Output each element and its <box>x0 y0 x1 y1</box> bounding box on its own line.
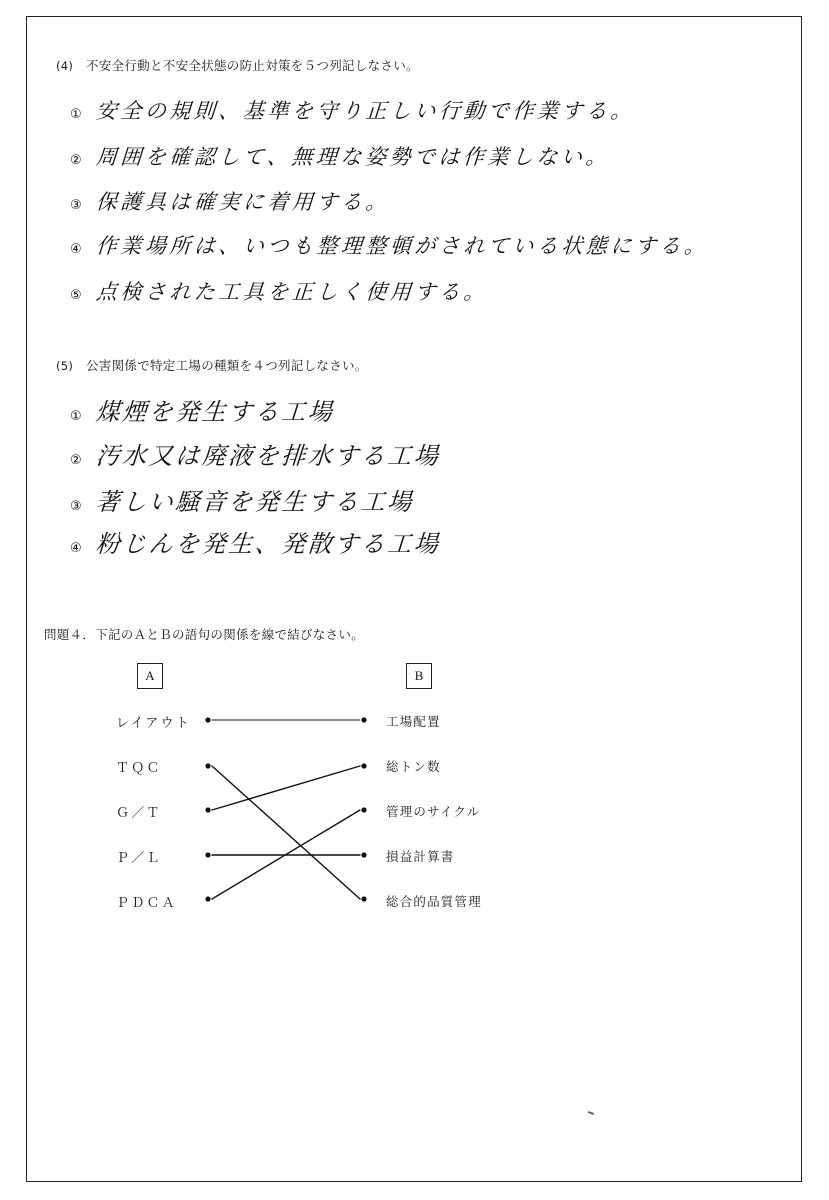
q4-answer-5 <box>70 276 488 306</box>
q4-heading <box>56 56 419 74</box>
q4-text: 不安全行動と不安全状態の防止対策を５つ列記しなさい。 <box>86 58 419 73</box>
term-a-4: Ｐ／Ｌ <box>116 851 162 866</box>
q5-answer-2 <box>70 436 441 471</box>
term-b-2: 総トン数 <box>386 759 441 774</box>
q4-answer-2 <box>70 141 610 171</box>
term-b-5: 総合的品質管理 <box>386 894 482 909</box>
q5-heading <box>56 356 368 374</box>
problem4-heading: 問題４．下記のＡとＢの語句の関係を線で結びなさい。 <box>44 627 365 642</box>
answer-mark: ⑤ <box>70 288 82 303</box>
answer-text: 煤煙を発生する工場 <box>94 398 336 426</box>
q5-answer-1 <box>70 392 335 427</box>
answer-mark: ④ <box>70 242 82 257</box>
answer-mark: ② <box>70 153 82 168</box>
answer-text: 著しい騒音を発生する工場 <box>94 488 415 516</box>
answer-mark: ① <box>70 107 82 122</box>
term-a-2: ＴＱＣ <box>116 761 162 776</box>
column-b-header: B <box>406 663 432 689</box>
q4-number: (4) <box>56 59 74 73</box>
q5-number: (5) <box>56 359 74 373</box>
term-a-5: ＰＤＣＡ <box>116 896 177 911</box>
answer-mark: ① <box>70 409 82 424</box>
answer-text: 汚水又は廃液を排水する工場 <box>94 442 442 470</box>
answer-text: 点検された工具を正しく使用する。 <box>95 280 489 304</box>
term-a-1: レイアウト <box>116 716 191 731</box>
term-b-4: 損益計算書 <box>386 849 455 864</box>
q4-answer-1 <box>70 95 635 125</box>
answer-mark: ② <box>70 453 82 468</box>
term-b-3: 管理のサイクル <box>386 804 481 819</box>
q5-text: 公害関係で特定工場の種類を４つ列記しなさい。 <box>86 358 368 373</box>
answer-text: 周囲を確認して、無理な姿勢では作業しない。 <box>95 145 611 169</box>
term-a-3: Ｇ／Ｔ <box>116 806 162 821</box>
answer-mark: ④ <box>70 541 82 556</box>
answer-text: 保護具は確実に着用する。 <box>95 190 391 214</box>
column-a-header: A <box>137 663 163 689</box>
term-b-1: 工場配置 <box>386 714 441 729</box>
q5-answer-4 <box>70 524 441 559</box>
answer-text: 粉じんを発生、発散する工場 <box>94 530 442 558</box>
q4-answer-3 <box>70 186 390 216</box>
answer-mark: ③ <box>70 499 82 514</box>
answer-text: 作業場所は、いつも整理整頓がされている状態にする。 <box>95 234 710 258</box>
answer-mark: ③ <box>70 198 82 213</box>
q5-answer-3 <box>70 482 414 517</box>
q4-answer-4 <box>70 230 709 260</box>
answer-text: 安全の規則、基準を守り正しい行動で作業する。 <box>95 99 636 123</box>
